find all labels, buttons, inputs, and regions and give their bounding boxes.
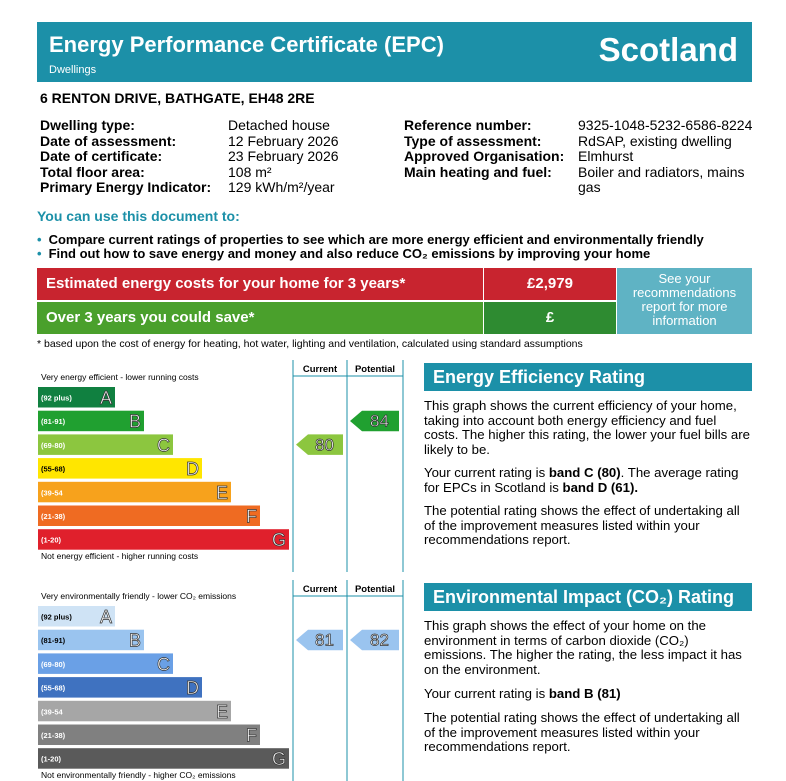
eir-p2-prefix: Your current rating is bbox=[424, 686, 549, 701]
band-range-label: (39-54 bbox=[41, 488, 63, 498]
band-range-label: (55-68) bbox=[41, 464, 66, 474]
band-range-label: (69-80) bbox=[41, 440, 66, 450]
potential-rating-arrow-value: 82 bbox=[370, 630, 389, 650]
detail-label: Total floor area: bbox=[40, 163, 145, 180]
band-letter: A bbox=[99, 607, 112, 627]
graph-bottom-label: Not energy efficient - higher running costs bbox=[41, 550, 199, 561]
detail-row bbox=[404, 148, 634, 165]
eer-paragraph-3: The potential rating shows the effect of undertaking all of the improvement measures listed within your recommendations report. bbox=[424, 503, 740, 547]
see-line: report for more bbox=[641, 299, 728, 314]
detail-value: 12 February 2026 bbox=[228, 132, 339, 149]
band-range-label: (1-20) bbox=[41, 754, 62, 764]
cost-footnote: * based upon the cost of energy for heating, hot water, lighting and ventilation, calculated using standard assumptions bbox=[37, 338, 583, 350]
see-line: See your bbox=[658, 271, 711, 286]
detail-row bbox=[40, 132, 339, 150]
estimated-costs-label: Estimated energy costs for your home for 3 years* bbox=[37, 268, 483, 300]
band-letter: E bbox=[215, 482, 228, 503]
energy-efficiency-title: Energy Efficiency Rating bbox=[424, 363, 752, 391]
see-recommendations-box bbox=[617, 268, 752, 334]
detail-value: Elmhurst bbox=[578, 148, 634, 164]
band-range-label: (69-80) bbox=[41, 659, 66, 669]
detail-row bbox=[404, 117, 753, 134]
estimated-costs-value: £2,979 bbox=[484, 268, 616, 300]
band-letter: G bbox=[271, 530, 286, 551]
property-address: 6 RENTON DRIVE, BATHGATE, EH48 2RE bbox=[40, 90, 315, 106]
environmental-impact-title: Environmental Impact (CO₂) Rating bbox=[424, 583, 752, 611]
detail-label: Reference number: bbox=[404, 117, 532, 133]
detail-value: 23 February 2026 bbox=[228, 148, 339, 164]
detail-value: Boiler and radiators, mains bbox=[578, 163, 745, 180]
detail-label: Approved Organisation: bbox=[404, 148, 565, 164]
column-header-current: Current bbox=[302, 364, 338, 375]
detail-label: Dwelling type: bbox=[40, 117, 135, 133]
detail-label: Date of assessment: bbox=[40, 132, 177, 149]
detail-label: Type of assessment: bbox=[404, 132, 542, 149]
eer-paragraph-1: This graph shows the current efficiency of your home, taking into account both energy efficiency and fuel costs. The higher this rating, the lower your fuel bills are likely to be. bbox=[424, 398, 750, 457]
band-range-label: (39-54 bbox=[41, 707, 63, 717]
eir-paragraph-2 bbox=[424, 687, 750, 702]
certificate-header bbox=[37, 22, 752, 82]
eer-p2-mid: . The average rating for EPCs in Scotland is bbox=[424, 465, 739, 495]
eer-current-band: band C (80) bbox=[548, 465, 621, 480]
detail-value: RdSAP, existing dwelling bbox=[578, 132, 732, 149]
estimated-costs-row bbox=[37, 268, 616, 300]
see-line: information bbox=[652, 313, 717, 328]
graph-top-label: Very energy efficient - lower running costs bbox=[41, 372, 199, 382]
band-range-label: (21-38) bbox=[41, 731, 66, 740]
detail-row bbox=[404, 132, 732, 150]
graph-bottom-label: Not environmentally friendly - higher CO₂ emissions bbox=[41, 769, 236, 780]
detail-row bbox=[40, 163, 272, 181]
rating-band-e bbox=[38, 482, 231, 503]
see-line: recommendations bbox=[632, 285, 737, 300]
band-letter: F bbox=[246, 725, 257, 746]
eir-current-band: band B (81) bbox=[548, 686, 621, 701]
detail-row bbox=[404, 163, 745, 181]
eir-paragraph-3: The potential rating shows the effect of undertaking all of the improvement measures listed within your recommendations report. bbox=[424, 710, 740, 754]
band-letter: B bbox=[128, 630, 141, 651]
detail-value: 129 kWh/m²/year bbox=[228, 179, 335, 195]
current-rating-arrow-value: 80 bbox=[315, 435, 334, 455]
bullet-text: Compare current ratings of properties to see which are more energy efficient and environmentally friendly bbox=[48, 232, 704, 247]
eer-average-band: band D (61). bbox=[562, 479, 638, 495]
band-range-label: (1-20) bbox=[41, 535, 62, 545]
column-header-potential: Potential bbox=[354, 364, 396, 375]
bullet-item bbox=[37, 232, 704, 247]
detail-label: Main heating and fuel: bbox=[404, 163, 552, 180]
region-label: Scotland bbox=[598, 31, 738, 68]
bullet-icon: • bbox=[37, 246, 42, 261]
band-letter: D bbox=[186, 678, 199, 699]
detail-label: Primary Energy Indicator: bbox=[40, 179, 212, 195]
band-letter: E bbox=[215, 701, 228, 722]
details-right bbox=[404, 117, 753, 196]
environmental-impact-graph bbox=[36, 580, 408, 781]
certificate-title: Energy Performance Certificate (EPC) bbox=[49, 32, 444, 57]
rating-band-f bbox=[38, 725, 260, 746]
rating-band-g bbox=[38, 748, 289, 769]
detail-label: Date of certificate: bbox=[40, 148, 163, 164]
band-letter: G bbox=[271, 749, 286, 770]
bullet-item bbox=[37, 246, 650, 261]
energy-efficiency-graph bbox=[36, 360, 408, 572]
detail-value-continued: gas bbox=[578, 179, 601, 195]
band-range-label: (81-91) bbox=[41, 636, 66, 646]
band-letter: D bbox=[186, 459, 199, 480]
band-range-label: (21-38) bbox=[41, 512, 66, 521]
band-letter: A bbox=[99, 388, 112, 408]
column-header-potential: Potential bbox=[354, 584, 396, 595]
current-rating-arrow-value: 81 bbox=[315, 630, 334, 650]
use-document-heading: You can use this document to: bbox=[37, 208, 240, 224]
detail-row bbox=[404, 179, 601, 196]
band-letter: F bbox=[246, 506, 257, 527]
rating-band-f bbox=[38, 506, 260, 527]
band-letter: C bbox=[157, 654, 170, 675]
bullet-icon: • bbox=[37, 232, 42, 247]
bullet-text: Find out how to save energy and money and also reduce CO₂ emissions by improving your home bbox=[48, 246, 651, 261]
details-left bbox=[40, 117, 339, 196]
savings-value: £ bbox=[484, 302, 616, 334]
reference-number: 9325-1048-5232-6586-8224 bbox=[578, 117, 753, 133]
band-range-label: (55-68) bbox=[41, 683, 66, 693]
rating-band-e bbox=[38, 701, 231, 722]
detail-value: 108 m² bbox=[228, 163, 272, 180]
detail-row bbox=[40, 117, 330, 134]
detail-value: Detached house bbox=[228, 117, 330, 133]
detail-row bbox=[40, 179, 335, 196]
detail-row bbox=[40, 148, 339, 165]
band-range-label: (81-91) bbox=[41, 417, 66, 427]
savings-label: Over 3 years you could save* bbox=[37, 302, 483, 334]
eer-paragraph-2 bbox=[424, 466, 750, 495]
band-letter: B bbox=[128, 411, 141, 432]
band-range-label: (92 plus) bbox=[41, 612, 72, 622]
rating-band-g bbox=[38, 529, 289, 550]
column-header-current: Current bbox=[302, 584, 338, 595]
eir-paragraph-1: This graph shows the effect of your home on the environment in terms of carbon dioxide (CO₂) emissions. The higher the rating, the less impact it has on the environment. bbox=[424, 618, 742, 677]
eer-p2-prefix: Your current rating is bbox=[424, 465, 549, 480]
potential-rating-arrow-value: 84 bbox=[370, 411, 389, 431]
savings-row bbox=[37, 302, 616, 334]
band-letter: C bbox=[157, 435, 170, 456]
certificate-subtitle: Dwellings bbox=[49, 64, 97, 76]
band-range-label: (92 plus) bbox=[41, 393, 72, 403]
graph-top-label: Very environmentally friendly - lower CO₂ emissions bbox=[41, 591, 237, 601]
